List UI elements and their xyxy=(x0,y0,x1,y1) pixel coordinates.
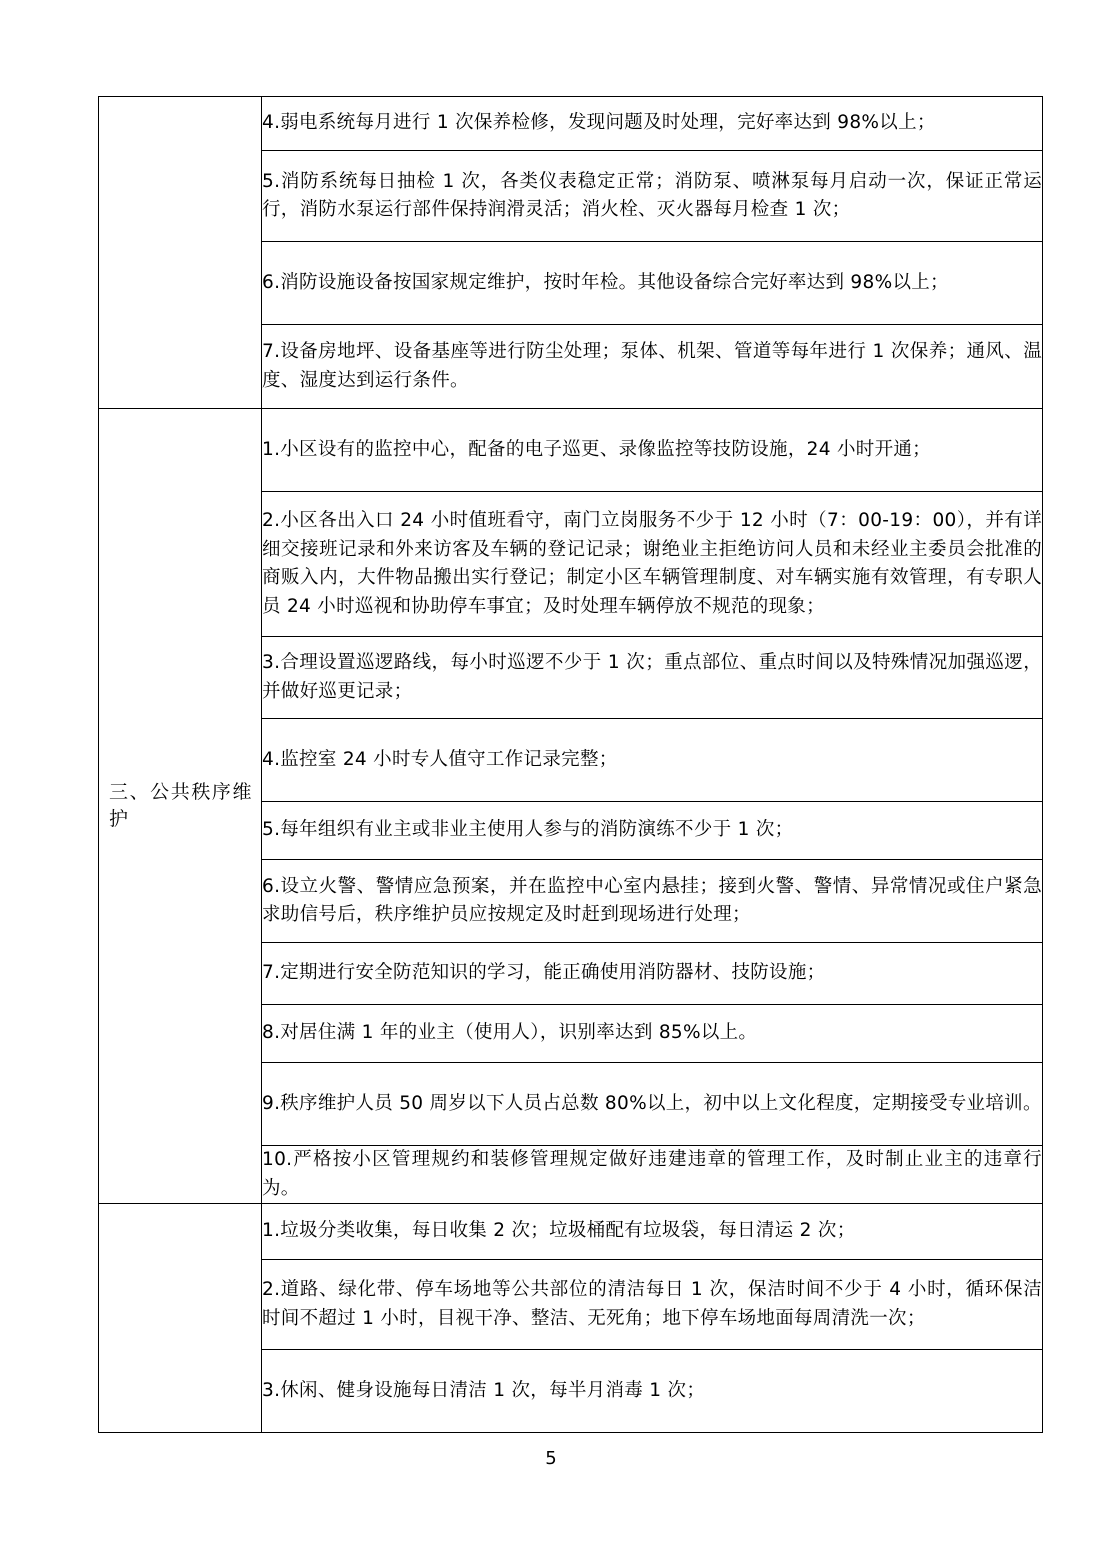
category-label: 三、公共秩序维护 xyxy=(109,781,253,830)
item-cell xyxy=(262,637,1043,719)
item-cell xyxy=(262,1350,1043,1433)
category-cell-public-order xyxy=(99,409,262,1204)
item-text: 4.弱电系统每月进行 1 次保养检修，发现问题及时处理，完好率达到 98%以上； xyxy=(262,112,936,134)
item-cell xyxy=(262,492,1043,637)
item-text: 1.小区设有的监控中心，配备的电子巡更、录像监控等技防设施，24 小时开通； xyxy=(262,438,931,460)
item-cell xyxy=(262,325,1043,409)
table-row xyxy=(99,409,1043,492)
item-text: 5.每年组织有业主或非业主使用人参与的消防演练不少于 1 次； xyxy=(262,819,794,841)
item-text: 10.严格按小区管理规约和装修管理规定做好违建违章的管理工作，及时制止业主的违章行为。 xyxy=(262,1149,1042,1199)
item-cell xyxy=(262,409,1043,492)
table-row xyxy=(99,97,1043,151)
item-cell xyxy=(262,151,1043,242)
item-text: 3.合理设置巡逻路线，每小时巡逻不少于 1 次；重点部位、重点时间以及特殊情况加强巡逻，并做好巡更记录； xyxy=(262,652,1042,702)
item-cell xyxy=(262,943,1043,1005)
item-cell xyxy=(262,860,1043,943)
item-cell xyxy=(262,802,1043,860)
item-text: 8.对居住满 1 年的业主（使用人），识别率达到 85%以上。 xyxy=(262,1022,758,1044)
page-number: 5 xyxy=(545,1448,557,1469)
item-text: 2.道路、绿化带、停车场地等公共部位的清洁每日 1 次，保洁时间不少于 4 小时，循环保洁时间不超过 1 小时，目视干净、整洁、无死角；地下停车场地面每周清洗一次； xyxy=(262,1279,1042,1329)
item-text: 9.秩序维护人员 50 周岁以下人员占总数 80%以上，初中以上文化程度，定期接受专业培训。 xyxy=(262,1092,1042,1114)
category-cell-equipment xyxy=(99,97,262,409)
item-text: 6.设立火警、警情应急预案，并在监控中心室内悬挂；接到火警、警情、异常情况或住户紧急求助信号后，秩序维护员应按规定及时赶到现场进行处理； xyxy=(262,875,1042,925)
item-text: 7.定期进行安全防范知识的学习，能正确使用消防器材、技防设施； xyxy=(262,962,826,984)
item-cell xyxy=(262,1146,1043,1204)
item-text: 2.小区各出入口 24 小时值班看守，南门立岗服务不少于 12 小时（7：00-19：00），并有详细交接班记录和外来访客及车辆的登记记录；谢绝业主拒绝访问人员和未经业主委员会批准的商贩入内，大件物品搬出实行登记；制定小区车辆管理制度、对车辆实施有效管理，有专职人员 24 小时巡视和协助停车事宜；及时处理车辆停放不规范的现象； xyxy=(262,510,1042,617)
category-cell-cleaning xyxy=(99,1204,262,1433)
item-cell xyxy=(262,97,1043,151)
item-cell xyxy=(262,1204,1043,1260)
item-cell xyxy=(262,1260,1043,1350)
item-cell xyxy=(262,719,1043,802)
item-cell xyxy=(262,1005,1043,1063)
item-text: 5.消防系统每日抽检 1 次，各类仪表稳定正常；消防泵、喷淋泵每月启动一次，保证正常运行，消防水泵运行部件保持润滑灵活；消火栓、灭火器每月检查 1 次； xyxy=(262,170,1042,220)
service-standards-table xyxy=(98,96,1043,1433)
item-text: 4.监控室 24 小时专人值守工作记录完整； xyxy=(262,748,618,770)
item-text: 6.消防设施设备按国家规定维护，按时年检。其他设备综合完好率达到 98%以上； xyxy=(262,271,949,293)
item-text: 3.休闲、健身设施每日清洁 1 次，每半月消毒 1 次； xyxy=(262,1379,706,1401)
item-text: 1.垃圾分类收集，每日收集 2 次；垃圾桶配有垃圾袋，每日清运 2 次； xyxy=(262,1220,856,1242)
table-row xyxy=(99,1204,1043,1260)
item-text: 7.设备房地坪、设备基座等进行防尘处理；泵体、机架、管道等每年进行 1 次保养；通风、温度、湿度达到运行条件。 xyxy=(262,341,1042,391)
item-cell xyxy=(262,1063,1043,1146)
item-cell xyxy=(262,242,1043,325)
